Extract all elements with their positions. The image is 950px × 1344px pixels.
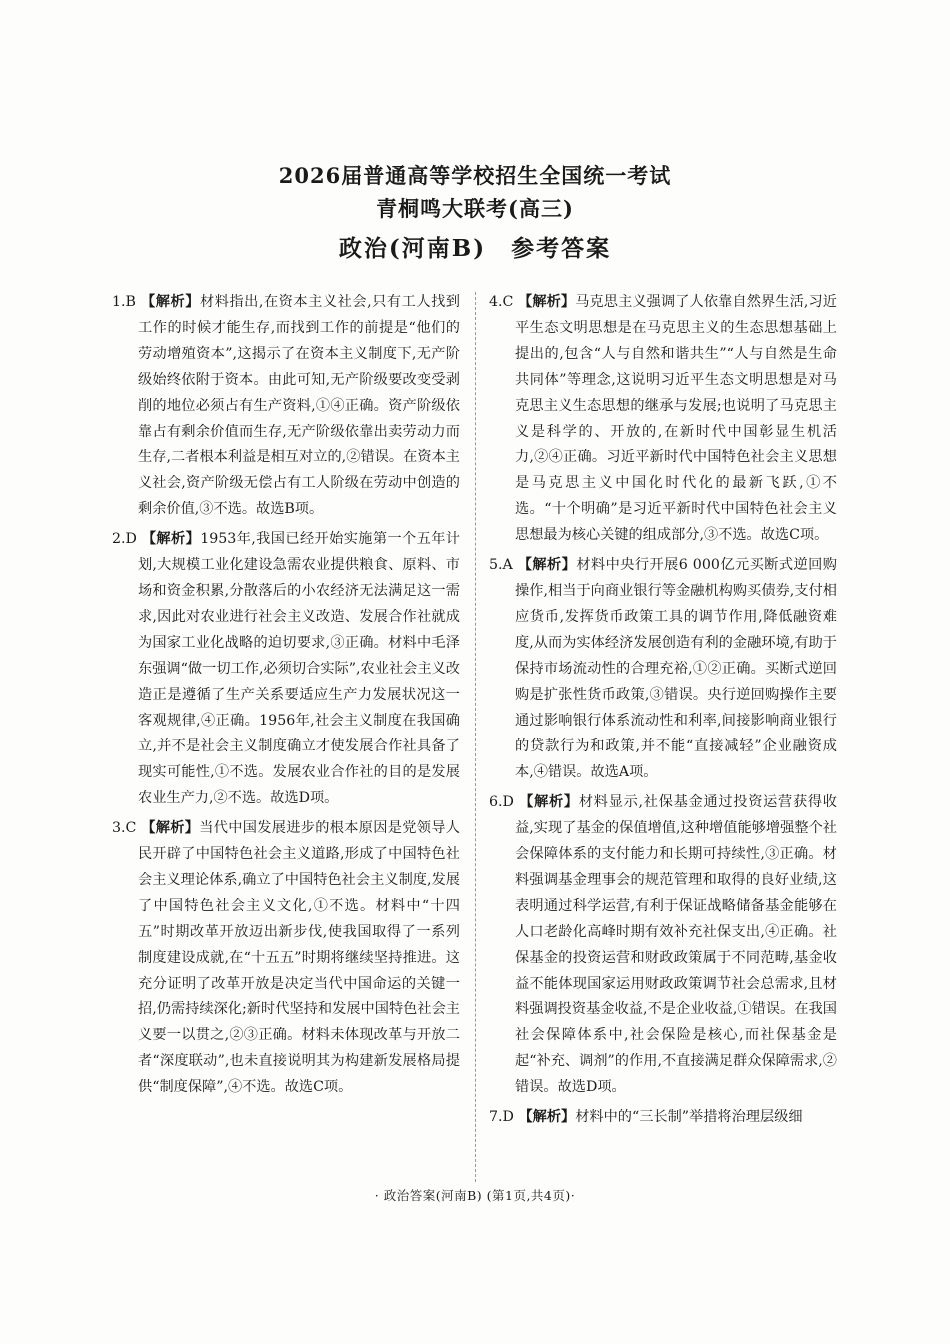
answer-number: 1.B xyxy=(112,294,136,310)
answer-text: 材料指出,在资本主义社会,只有工人找到工作的时候才能生存,而找到工作的前提是“他们的劳动增殖资本”,这揭示了在资本主义制度下,无产阶级始终依附于资本。由此可知,无产阶级要改变受剥削的地位必须占有生产资料,①④正确。资产阶级依靠占有剩余价值而生存,无产阶级依靠出卖劳动力而生存,二者根本利益是相互对立的,②错误。在资本主义社会,资产阶级无偿占有工人阶级在劳动中创造的剩余价值,③不选。故选B项。 xyxy=(138,294,460,518)
analysis-tag: 【解析】 xyxy=(141,294,200,310)
answer-number: 3.C xyxy=(112,820,137,837)
answer-item xyxy=(112,527,460,812)
analysis-tag: 【解析】 xyxy=(519,794,579,811)
subject-title: 政治(河南B) 参考答案 xyxy=(338,235,612,262)
answer-text: 材料中的“三长制”举措将治理层级细 xyxy=(575,1109,803,1126)
exam-subtitle: 青桐鸣大联考(高三) xyxy=(376,196,574,221)
analysis-tag: 【解析】 xyxy=(141,531,201,548)
answer-number: 4.C xyxy=(489,294,514,310)
answer-item xyxy=(489,553,837,786)
answer-text: 马克思主义强调了人依靠自然界生活,习近平生态文明思想是在马克思主义的生态思想基础上提出的,包含“人与自然和谐共生”“人与自然是生命共同体”等理念,这说明习近平生态文明思想是对马克思主义生态思想的继承与发展;也说明了马克思主义是科学的、开放的,在新时代中国彰显生机活力,②④正确。习近平新时代中国特色社会主义思想是马克思主义中国化时代化的最新飞跃,①不选。“十个明确”是习近平新时代中国特色社会主义思想最为核心关键的组成部分,③不选。故选C项。 xyxy=(515,294,837,544)
analysis-tag: 【解析】 xyxy=(517,557,577,574)
answer-item xyxy=(489,290,837,549)
answer-number: 2.D xyxy=(112,531,137,548)
left-column xyxy=(112,290,460,1105)
analysis-tag: 【解析】 xyxy=(518,294,576,310)
right-column xyxy=(489,290,837,1135)
column-divider xyxy=(475,292,476,1182)
answer-item xyxy=(489,1105,837,1131)
analysis-tag: 【解析】 xyxy=(141,820,200,837)
answer-number: 7.D xyxy=(489,1109,514,1126)
analysis-tag: 【解析】 xyxy=(518,1109,576,1126)
answer-text: 材料显示,社保基金通过投资运营获得收益,实现了基金的保值增值,这种增值能够增强整个社会保障体系的支付能力和长期可持续性,③正确。材料强调基金理事会的规范管理和取得的良好业绩,这表明通过科学运营,有利于保证战略储备基金能够在人口老龄化高峰时期有效补充社保支出,④正确。社保基金的投资运营和财政政策属于不同范畴,基金收益不能体现国家运用财政政策调节社会总需求,且材料强调投资基金收益,不是企业收益,①错误。在我国社会保障体系中,社会保险是核心,而社保基金是起“补充、调剂”的作用,不直接满足群众保障需求,②错误。故选D项。 xyxy=(515,794,837,1096)
answer-item xyxy=(112,290,460,523)
answer-number: 5.A xyxy=(489,557,513,574)
answer-text: 1953年,我国已经开始实施第一个五年计划,大规模工业化建设急需农业提供粮食、原料、市场和资金积累,分散落后的小农经济无法满足这一需求,因此对农业进行社会主义改造、发展合作社就成为国家工业化战略的迫切要求,③正确。材料中毛泽东强调“做一切工作,必须切合实际”,农业社会主义改造正是遵循了生产关系要适应生产力发展状况这一客观规律,④正确。1956年,社会主义制度在我国确立,并不是社会主义制度确立才使发展合作社具备了现实可能性,①不选。发展农业合作社的目的是发展农业生产力,②不选。故选D项。 xyxy=(138,531,460,807)
answer-text: 当代中国发展进步的根本原因是党领导人民开辟了中国特色社会主义道路,形成了中国特色社会主义理论体系,确立了中国特色社会主义制度,发展了中国特色社会主义文化,①不选。材料中“十四五”时期改革开放迈出新步伐,使我国取得了一系列制度建设成就,在“十五五”时期将继续坚持推进。这充分证明了改革开放是决定当代中国命运的关键一招,仍需持续深化;新时代坚持和发展中国特色社会主义要一以贯之,②③正确。材料未体现改革与开放二者“深度联动”,也未直接说明其为构建新发展格局提供“制度保障”,④不选。故选C项。 xyxy=(138,820,460,1096)
answer-item xyxy=(112,816,460,1101)
answer-text: 材料中央行开展6 000亿元买断式逆回购操作,相当于向商业银行等金融机构购买债券,支付相应货币,发挥货币政策工具的调节作用,降低融资难度,从而为实体经济发展创造有利的金融环境,有助于保持市场流动性的合理充裕,①②正确。买断式逆回购是扩张性货币政策,③错误。央行逆回购操作主要通过影响银行体系流动性和利率,间接影响商业银行的贷款行为和政策,并不能“直接减轻”企业融资成本,④错误。故选A项。 xyxy=(515,557,837,781)
answer-item xyxy=(489,790,837,1101)
exam-title: 2026届普通高等学校招生全国统一考试 xyxy=(278,163,672,188)
page-footer: · 政治答案(河南B) (第1页,共4页)· xyxy=(374,1188,576,1203)
answer-number: 6.D xyxy=(489,794,514,811)
